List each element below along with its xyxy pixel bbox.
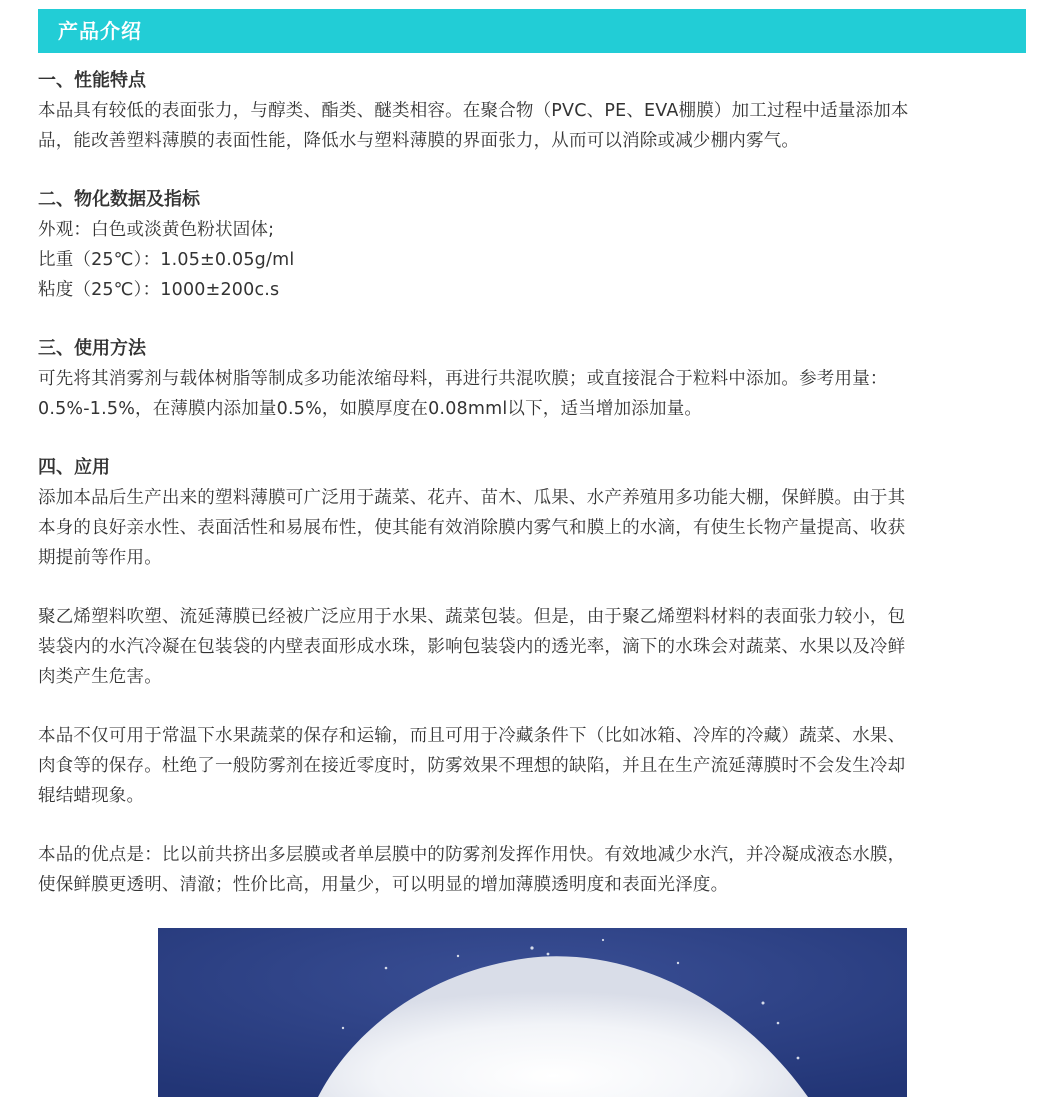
- section-body: [38, 483, 1026, 573]
- text-line: 可先将其消雾剂与载体树脂等制成多功能浓缩母料，再进行共混吹膜；或直接混合于粒料中添加。参考用量：: [38, 369, 888, 389]
- text-line: 使保鲜膜更透明、清澈；性价比高，用量少，可以明显的增加薄膜透明度和表面光泽度。: [38, 875, 729, 895]
- text-line: 0.5%-1.5%，在薄膜内添加量0.5%，如膜厚度在0.08mml以下，适当增加添加量。: [38, 399, 703, 419]
- product-description: [38, 66, 1026, 900]
- text-line: 本品具有较低的表面张力，与醇类、酯类、醚类相容。在聚合物（PVC、PE、EVA棚膜）加工过程中适量添加本: [38, 101, 909, 121]
- spec-viscosity: 粘度（25℃）：1000±200c.s: [38, 280, 280, 300]
- section-heading: 二、物化数据及指标: [38, 189, 200, 210]
- powder-pile-image: [158, 928, 907, 1097]
- text-line: 期提前等作用。: [38, 548, 162, 568]
- section-heading: 三、使用方法: [38, 338, 146, 359]
- text-line: 品，能改善塑料薄膜的表面性能，降低水与塑料薄膜的界面张力，从而可以消除或减少棚内雾气。: [38, 131, 800, 151]
- text-line: 本品的优点是：比以前共挤出多层膜或者单层膜中的防雾剂发挥作用快。有效地减少水汽，并冷凝成液态水膜，: [38, 845, 906, 865]
- section-features: [38, 66, 1026, 156]
- section-header-bar: [38, 9, 1026, 53]
- section-heading: 四、应用: [38, 457, 110, 478]
- spec-density: 比重（25℃）：1.05±0.05g/ml: [38, 250, 295, 270]
- section-body: [38, 364, 1026, 424]
- paragraph-advantages: [38, 840, 1026, 900]
- product-photo: [158, 928, 907, 1097]
- paragraph-cold-storage: [38, 721, 1026, 811]
- section-heading: 一、性能特点: [38, 70, 146, 91]
- spec-appearance: 外观：白色或淡黄色粉状固体;: [38, 220, 275, 240]
- text-line: 本身的良好亲水性、表面活性和易展布性，使其能有效消除膜内雾气和膜上的水滴，有使生长物产量提高、收获: [38, 518, 906, 538]
- text-line: 本品不仅可用于常温下水果蔬菜的保存和运输，而且可用于冷藏条件下（比如冰箱、冷库的冷藏）蔬菜、水果、: [38, 726, 906, 746]
- section-application: [38, 453, 1026, 573]
- section-body: [38, 215, 1026, 305]
- text-line: 肉食等的保存。杜绝了一般防雾剂在接近零度时，防雾效果不理想的缺陷，并且在生产流延薄膜时不会发生冷却: [38, 756, 906, 776]
- text-line: 聚乙烯塑料吹塑、流延薄膜已经被广泛应用于水果、蔬菜包装。但是，由于聚乙烯塑料材料的表面张力较小，包: [38, 607, 906, 627]
- text-line: 添加本品后生产出来的塑料薄膜可广泛用于蔬菜、花卉、苗木、瓜果、水产养殖用多功能大棚，保鲜膜。由于其: [38, 488, 906, 508]
- section-specs: [38, 185, 1026, 305]
- paragraph-packaging: [38, 602, 1026, 692]
- text-line: 辊结蜡现象。: [38, 786, 145, 806]
- section-title: 产品介绍: [58, 19, 142, 43]
- text-line: 肉类产生危害。: [38, 667, 162, 687]
- section-body: [38, 96, 1026, 156]
- section-usage: [38, 334, 1026, 424]
- text-line: 装袋内的水汽冷凝在包装袋的内壁表面形成水珠，影响包装袋内的透光率，滴下的水珠会对蔬菜、水果以及冷鲜: [38, 637, 906, 657]
